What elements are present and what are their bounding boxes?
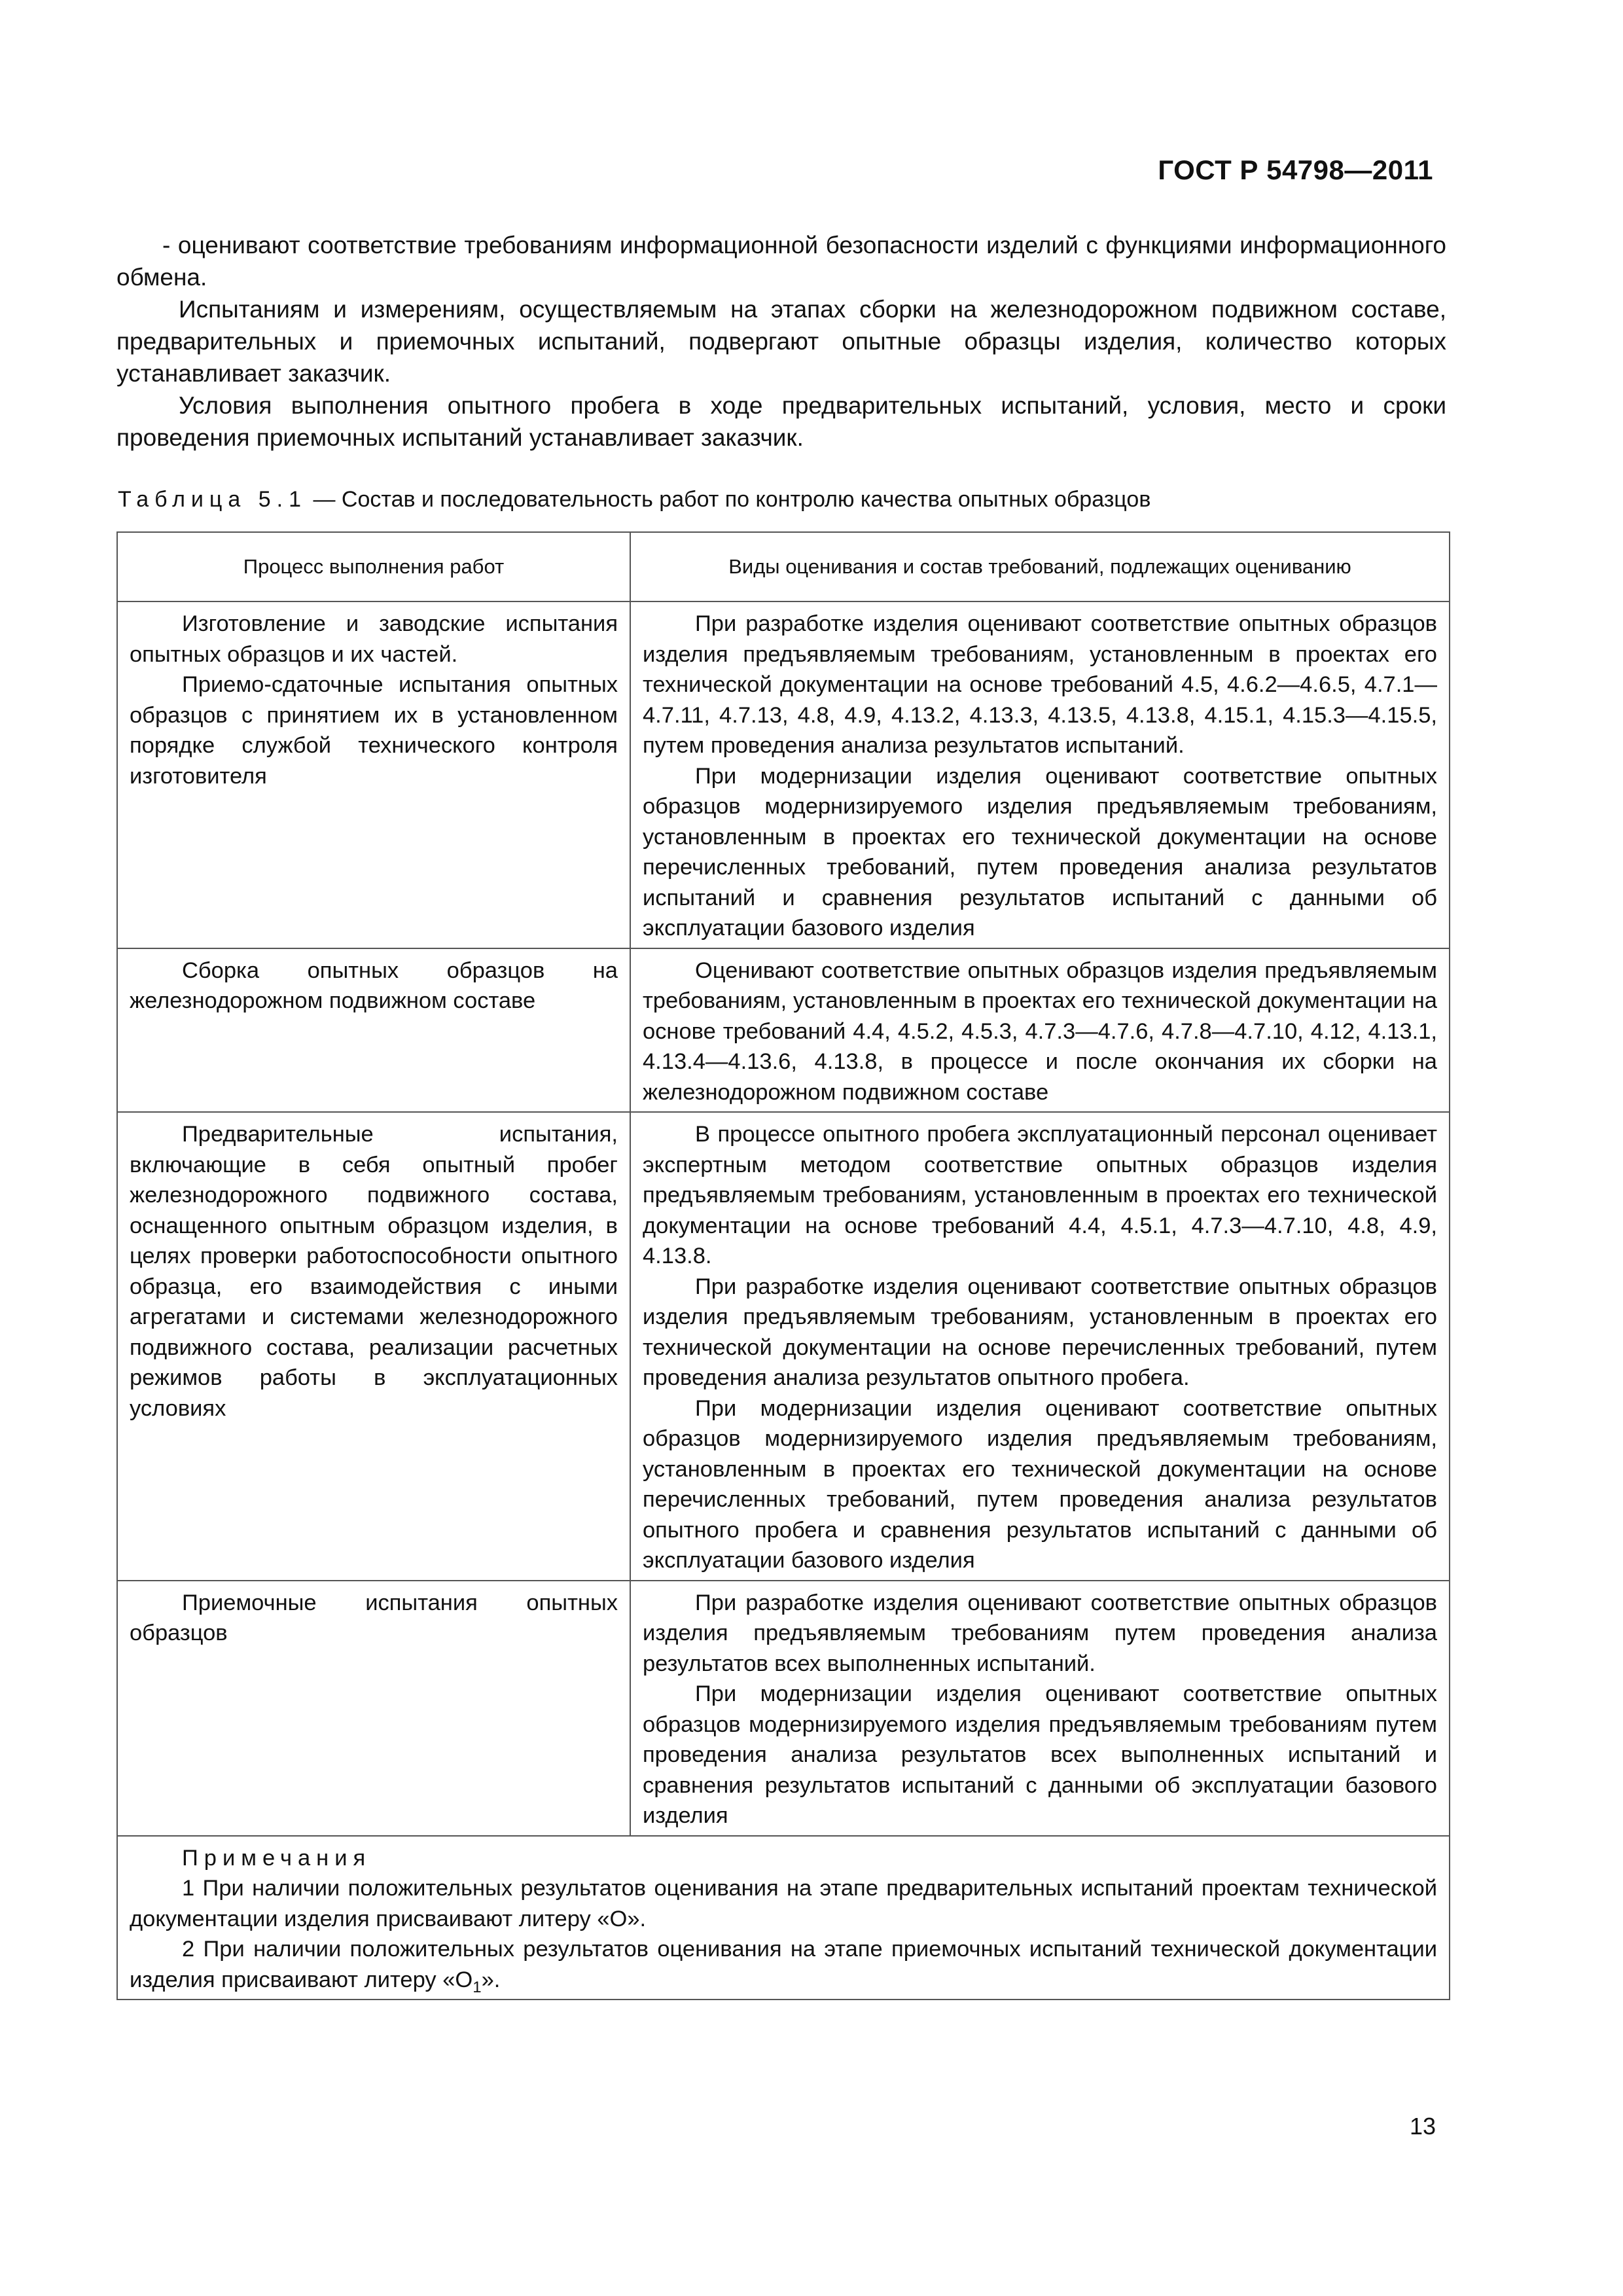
table-caption-label: Таблица 5.1: [118, 487, 308, 512]
work-sequence-table: [116, 531, 1450, 2000]
intro-paragraph: - оценивают соответствие требованиям информационной безопасности изделий с функциями информационного обмена.: [116, 232, 1446, 291]
table-row: [117, 1581, 1450, 1836]
table-notes-row: [117, 1836, 1450, 2000]
process-cell: [117, 601, 630, 948]
table-row: [117, 1112, 1450, 1581]
table-row: [117, 948, 1450, 1113]
table-row: [117, 601, 1450, 948]
notes-title: Примечания: [182, 1845, 372, 1871]
evaluation-cell: [630, 1581, 1450, 1836]
table-header-row: [117, 532, 1450, 601]
evaluation-text: Оценивают соответствие опытных образцов изделия предъявляемым требованиям, установленным в проектах его технической документации на основе требований 4.4, 4.5.2, 4.5.3, 4.7.3—4.7.6, 4.7.8—4.7.10, 4.12, 4.13.1, 4.13.4—4.13.6, 4.13.8, в процессе и после окончания их сборки на железнодорожном подвижном составе: [643, 958, 1437, 1105]
process-cell: [117, 1581, 630, 1836]
process-cell: [117, 948, 630, 1113]
process-text: Предварительные испытания, включающие в себя опытный пробег железнодорожного подвижного состава, оснащенного опытным образцом изделия, в целях проверки работоспособности опытного образца, его взаимодействия с иными агрегатами и системами железнодорожного подвижного состава, реализации расчетных режимов работы в эксплуатационных условиях: [130, 1122, 618, 1421]
evaluation-text: При модернизации изделия оценивают соответствие опытных образцов модернизируемого изделия предъявляемым требованиям, установленным в проектах его технической документации на основе перечисленных требований, путем проведения анализа результатов опытного пробега и сравнения результатов испытаний с данными об эксплуатации базового изделия: [643, 1395, 1437, 1573]
process-text: Приемо-сдаточные испытания опытных образцов с принятием их в установленном порядке службой технического контроля изготовителя: [130, 672, 618, 789]
intro-paragraph: Условия выполнения опытного пробега в ходе предварительных испытаний, условия, место и сроки проведения приемочных испытаний устанавливает заказчик.: [116, 392, 1446, 451]
process-text: Изготовление и заводские испытания опытных образцов и их частей.: [130, 611, 618, 667]
document-standard-number: ГОСТ Р 54798—2011: [1158, 154, 1433, 185]
evaluation-text: При модернизации изделия оценивают соответствие опытных образцов модернизируемого изделия предъявляемым требованиям, установленным в проектах его технической документации на основе перечисленных требований, путем проведения анализа результатов испытаний и сравнения результатов испытаний с данными об эксплуатации базового изделия: [643, 763, 1437, 941]
evaluation-text: При разработке изделия оценивают соответствие опытных образцов изделия предъявляемым требованиям, установленным в проектах его технической документации на основе требований 4.5, 4.6.2—4.6.5, 4.7.1—4.7.11, 4.7.13, 4.8, 4.9, 4.13.2, 4.13.3, 4.13.5, 4.13.8, 4.15.1, 4.15.3—4.15.5, путем проведения анализа результатов испытаний.: [643, 611, 1437, 758]
evaluation-cell: [630, 948, 1450, 1113]
process-text: Приемочные испытания опытных образцов: [130, 1590, 618, 1645]
note-1: 1 При наличии положительных результатов оценивания на этапе предварительных испытаний проектам технической документации изделия присваивают литеру «О».: [130, 1876, 1437, 1931]
process-text: Сборка опытных образцов на железнодорожном подвижном составе: [130, 958, 618, 1013]
note-2-subscript: 1: [473, 1978, 482, 1996]
note-2: [130, 1934, 1437, 1995]
evaluation-text: При разработке изделия оценивают соответствие опытных образцов изделия предъявляемым требованиям, установленным в проектах его технической документации на основе перечисленных требований, путем проведения анализа результатов опытного пробега.: [643, 1274, 1437, 1390]
evaluation-cell: [630, 1112, 1450, 1581]
note-2-text: 2 При наличии положительных результатов оценивания на этапе приемочных испытаний технической документации изделия присваивают литеру «О: [130, 1937, 1437, 1992]
table-notes: [117, 1836, 1450, 2000]
intro-text: [116, 229, 1446, 454]
evaluation-text: При модернизации изделия оценивают соответствие опытных образцов модернизируемого изделия предъявляемым требованиям путем проведения анализа результатов всех выполненных испытаний и сравнения результатов испытаний с данными об эксплуатации базового изделия: [643, 1681, 1437, 1828]
column-header-evaluation: Виды оценивания и состав требований, подлежащих оцениванию: [630, 532, 1450, 601]
evaluation-text: При разработке изделия оценивают соответствие опытных образцов изделия предъявляемым требованиям путем проведения анализа результатов всех выполненных испытаний.: [643, 1590, 1437, 1676]
table-caption-text: — Состав и последовательность работ по контролю качества опытных образцов: [307, 487, 1151, 512]
evaluation-text: В процессе опытного пробега эксплуатационный персонал оценивает экспертным методом соответствие опытных образцов изделия предъявляемым требованиям, установленным в проектах его технической документации на основе требований 4.4, 4.5.1, 4.7.3—4.7.10, 4.8, 4.9, 4.13.8.: [643, 1122, 1437, 1268]
intro-paragraph: Испытаниям и измерениям, осуществляемым на этапах сборки на железнодорожном подвижном составе, предварительных и приемочных испытаний, подвергают опытные образцы изделия, количество которых устанавливает заказчик.: [116, 296, 1446, 387]
evaluation-cell: [630, 601, 1450, 948]
page-number: 13: [1409, 2113, 1436, 2140]
column-header-process: Процесс выполнения работ: [117, 532, 630, 601]
process-cell: [117, 1112, 630, 1581]
table-caption: [118, 487, 1150, 512]
note-2-end: ».: [481, 1967, 501, 1992]
